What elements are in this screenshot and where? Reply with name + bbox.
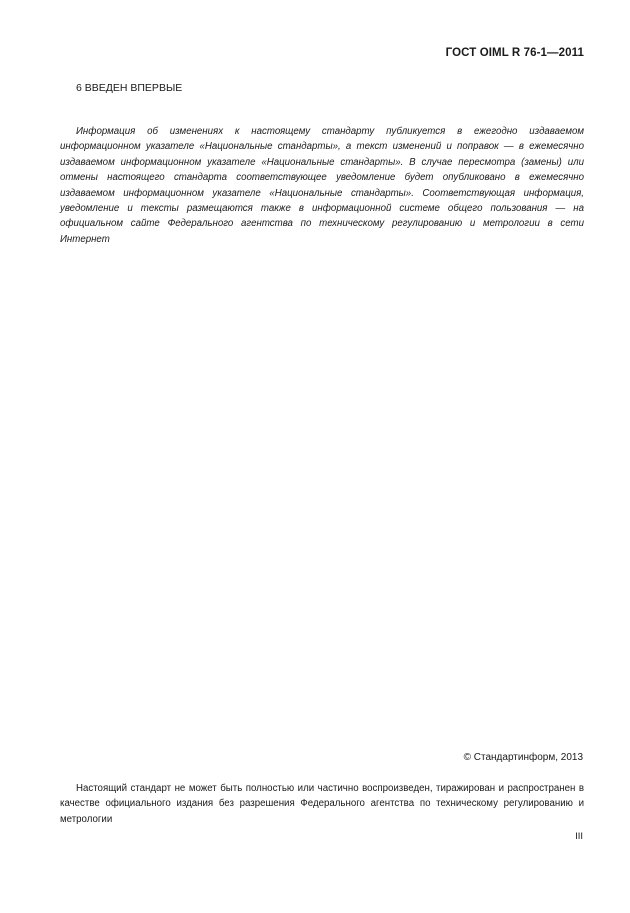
page-number: III — [575, 831, 583, 842]
reproduction-notice-block — [60, 781, 584, 827]
reproduction-notice-paragraph: Настоящий стандарт не может быть полностью или частично воспроизведен, тиражирован и распространен в качестве официального издания без разрешения Федерального агентства по техническому регулированию и метрологии — [60, 783, 584, 825]
copyright-line: © Стандартинформ, 2013 — [463, 752, 583, 763]
section-6-introduced: 6 ВВЕДЕН ВПЕРВЫЕ — [76, 82, 183, 94]
changes-information-paragraph: Информация об изменениях к настоящему стандарту публикуется в ежегодно издаваемом информационном указателе «Национальные стандарты», а текст изменений и поправок — в ежемесячно издаваемом информационном указателе «Национальные стандарты». В случае пересмотра (замены) или отмены настоящего стандарта соответствующее уведомление будет опубликовано в ежемесячно издаваемом информационном указателе «Национальные стандарты». Соответствующая информация, уведомление и тексты размещаются также в информационной системе общего пользования — на официальном сайте Федерального агентства по техническому регулированию и метрологии в сети Интернет — [60, 126, 584, 245]
changes-information-block — [60, 124, 584, 247]
document-header: ГОСТ OIML R 76-1—2011 — [445, 47, 584, 59]
